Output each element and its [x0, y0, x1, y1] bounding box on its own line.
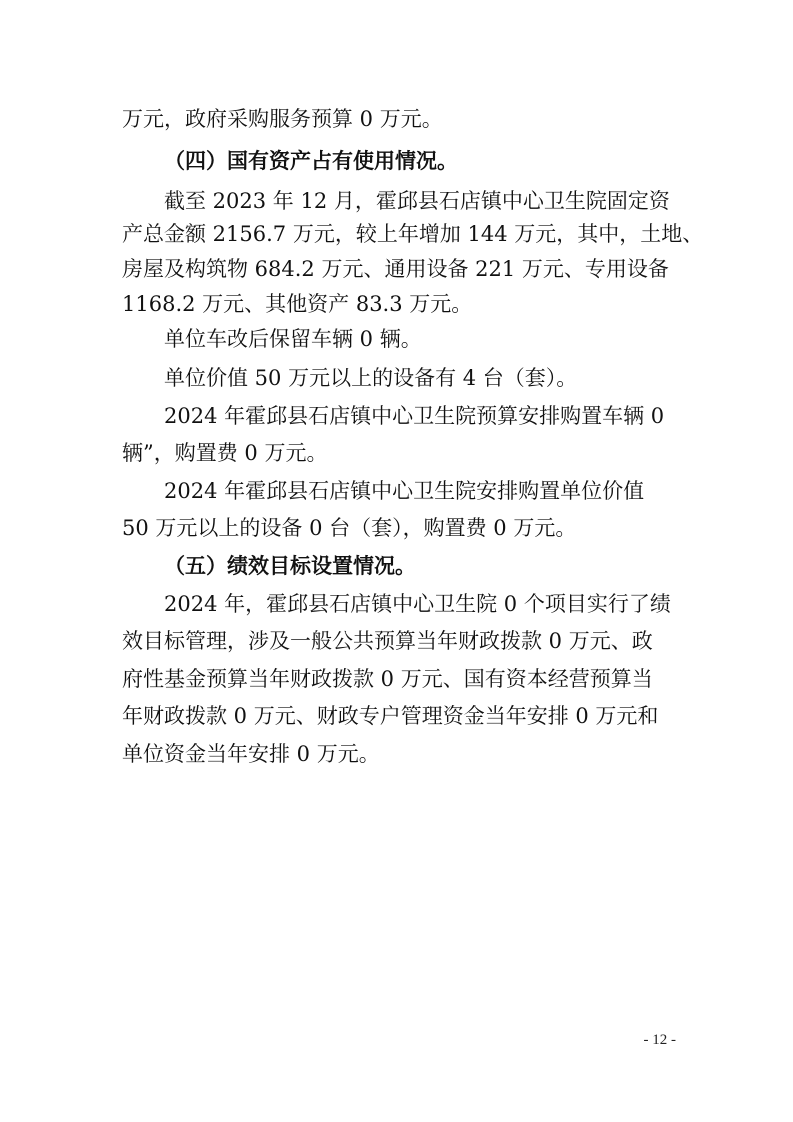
paragraph-line: 单位价值 50 万元以上的设备有 4 台（套）。 — [164, 366, 578, 390]
paragraph-line: 效目标管理，涉及一般公共预算当年财政拨款 0 万元、政 — [122, 629, 653, 653]
page-number: - 12 - — [643, 1032, 676, 1048]
paragraph-line: 单位车改后保留车辆 0 辆。 — [164, 327, 422, 351]
paragraph-line: 年财政拨款 0 万元、财政专户管理资金当年安排 0 万元和 — [122, 704, 659, 728]
section-heading-performance: （五）绩效目标设置情况。 — [164, 553, 416, 578]
paragraph-line: 府性基金预算当年财政拨款 0 万元、国有资本经营预算当 — [122, 667, 653, 691]
paragraph-line: 2024 年，霍邱县石店镇中心卫生院 0 个项目实行了绩 — [164, 592, 671, 616]
section-heading-assets: （四）国有资产占有使用情况。 — [164, 148, 458, 173]
paragraph-line: 2024 年霍邱县石店镇中心卫生院预算安排购置车辆 0 — [164, 404, 665, 428]
paragraph-line: 50 万元以上的设备 0 台（套），购置费 0 万元。 — [122, 516, 577, 540]
paragraph-line: 1168.2 万元、其他资产 83.3 万元。 — [122, 292, 473, 316]
paragraph-line: 截至 2023 年 12 月，霍邱县石店镇中心卫生院固定资 — [164, 189, 670, 213]
paragraph-line: 单位资金当年安排 0 万元。 — [122, 742, 380, 766]
paragraph-line: 2024 年霍邱县石店镇中心卫生院安排购置单位价值 — [164, 479, 645, 503]
paragraph-line: 房屋及构筑物 684.2 万元、通用设备 221 万元、专用设备 — [122, 257, 669, 281]
paragraph-line: 万元，政府采购服务预算 0 万元。 — [122, 107, 443, 131]
paragraph-line: 辆”，购置费 0 万元。 — [122, 441, 328, 465]
paragraph-line: 产总金额 2156.7 万元，较上年增加 144 万元，其中，土地、 — [122, 222, 704, 246]
